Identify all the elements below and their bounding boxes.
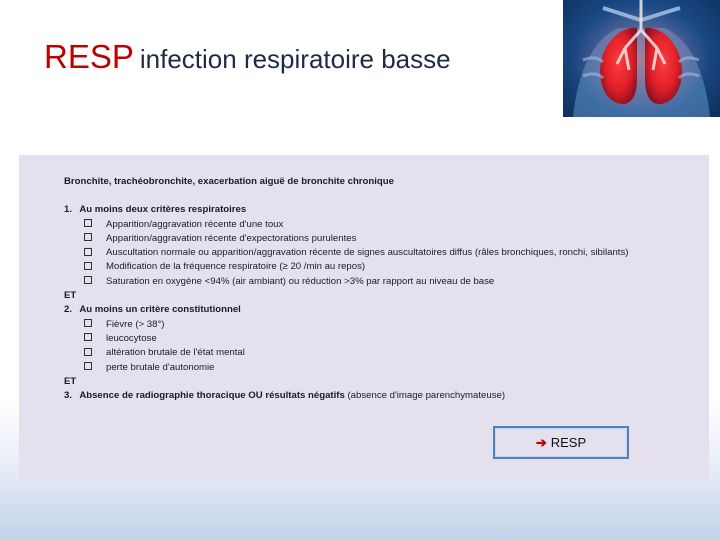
criterion-2 bbox=[64, 303, 704, 317]
lungs-image bbox=[563, 0, 720, 117]
item-text: altération brutale de l'état mental bbox=[106, 347, 245, 359]
item-text: Modification de la fréquence respiratoire (≥ 20 /min au repos) bbox=[106, 261, 366, 273]
criterion-2-label: Au moins un critère constitutionnel bbox=[79, 304, 241, 316]
list-item bbox=[84, 260, 704, 274]
criterion-3-number: 3. bbox=[64, 390, 73, 402]
checkbox-icon bbox=[84, 248, 92, 256]
criterion-2-items bbox=[84, 318, 704, 375]
list-item bbox=[84, 318, 704, 332]
checkbox-icon bbox=[84, 276, 92, 284]
criterion-1-items bbox=[84, 218, 704, 289]
checkbox-icon bbox=[84, 262, 92, 270]
checkbox-icon bbox=[84, 333, 92, 341]
criterion-3 bbox=[64, 389, 704, 403]
criterion-3-detail: (absence d'image parenchymateuse) bbox=[347, 390, 506, 402]
resp-result-button[interactable] bbox=[493, 426, 629, 459]
criterion-3-label: Absence de radiographie thoracique OU résultats négatifs bbox=[79, 390, 345, 402]
criteria-list bbox=[64, 175, 704, 403]
checkbox-icon bbox=[84, 362, 92, 370]
list-item bbox=[84, 232, 704, 246]
item-text: Auscultation normale ou apparition/aggravation récente de signes auscultatoires diffus (râles bronchiques, ronchi, sibilants) bbox=[106, 247, 629, 259]
criterion-1-number: 1. bbox=[64, 204, 73, 216]
slide-title bbox=[44, 40, 451, 73]
panel-heading: Bronchite, trachéobronchite, exacerbation aiguë de bronchite chronique bbox=[64, 176, 394, 187]
lungs-illustration bbox=[563, 0, 720, 117]
title-text: infection respiratoire basse bbox=[139, 44, 451, 74]
list-item bbox=[84, 332, 704, 346]
list-item bbox=[84, 246, 704, 260]
criterion-2-number: 2. bbox=[64, 304, 73, 316]
checkbox-icon bbox=[84, 219, 92, 227]
criterion-1-label: Au moins deux critères respiratoires bbox=[79, 204, 247, 216]
checkbox-icon bbox=[84, 233, 92, 241]
item-text: perte brutale d'autonomie bbox=[106, 361, 215, 373]
checkbox-icon bbox=[84, 348, 92, 356]
connector-et-1: ET bbox=[64, 290, 77, 302]
item-text: Fièvre (> 38°) bbox=[106, 318, 165, 330]
criterion-1 bbox=[64, 203, 704, 217]
list-item bbox=[84, 361, 704, 375]
list-item bbox=[84, 218, 704, 232]
list-item bbox=[84, 275, 704, 289]
list-item bbox=[84, 346, 704, 360]
connector-et-2: ET bbox=[64, 375, 77, 387]
arrow-right-icon: ➔ bbox=[535, 434, 547, 450]
item-text: leucocytose bbox=[106, 332, 157, 344]
checkbox-icon bbox=[84, 319, 92, 327]
item-text: Apparition/aggravation récente d'une toux bbox=[106, 218, 284, 230]
item-text: Apparition/aggravation récente d'expectorations purulentes bbox=[106, 232, 357, 244]
item-text: Saturation en oxygène <94% (air ambiant) ou réduction >3% par rapport au niveau de base bbox=[106, 275, 495, 287]
resp-button-label: RESP bbox=[550, 435, 587, 450]
title-code: RESP bbox=[44, 38, 134, 75]
